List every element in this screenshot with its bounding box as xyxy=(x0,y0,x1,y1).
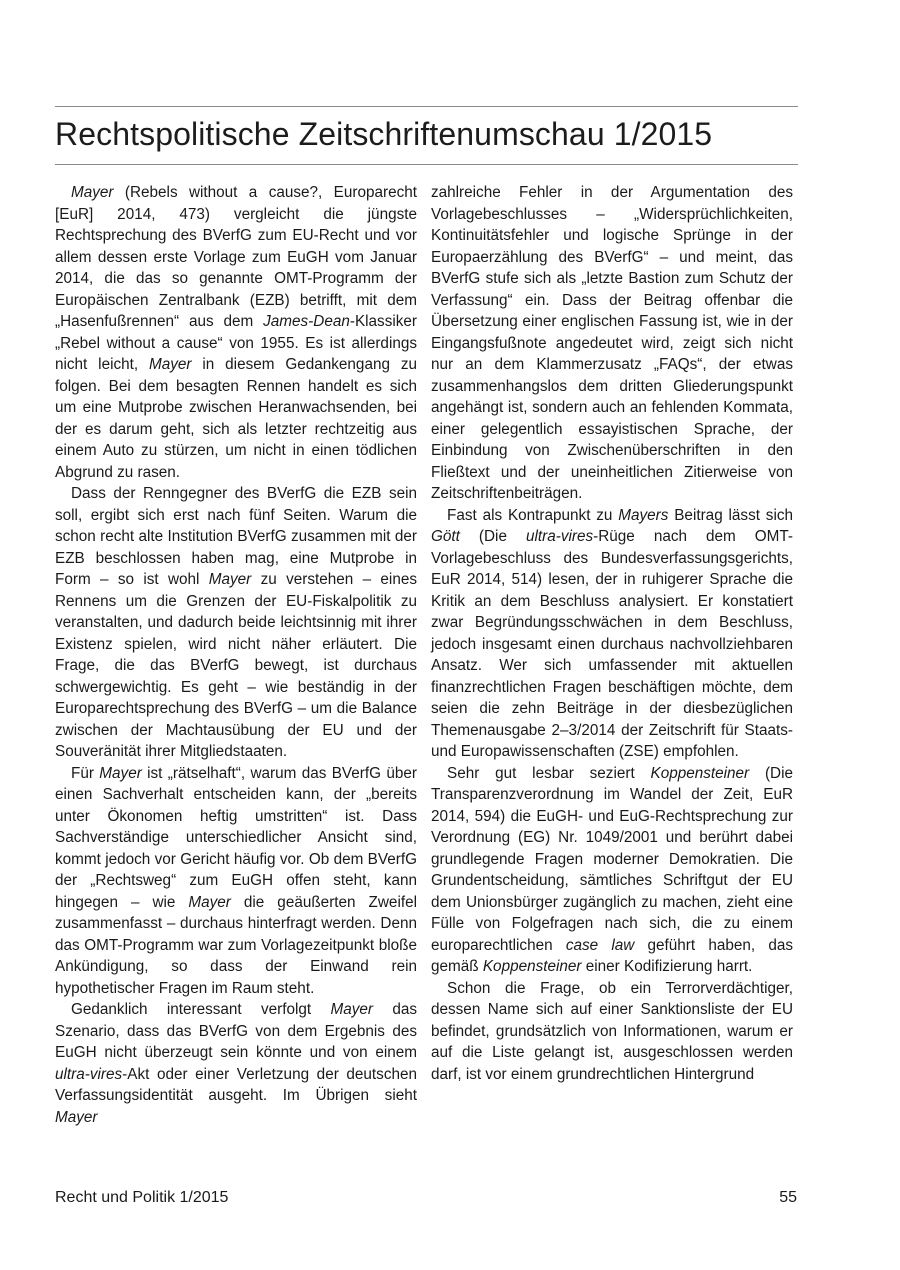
italic-text-segment: ultra-vires xyxy=(55,1065,123,1083)
italic-text-segment: ultra-vires xyxy=(525,528,594,545)
italic-text-segment: Gött xyxy=(431,528,460,545)
italic-text-segment: Mayer xyxy=(208,571,252,588)
text-segment: (Die xyxy=(459,528,526,545)
text-segment: Fast als Kontrapunkt zu xyxy=(447,506,619,524)
text-segment: Dass der Renngegner des BVerfG die EZB sein soll, ergibt sich erst nach fünf Seiten. Warum die schon recht alte Institution BVerfG zusammen mit der EZB beschlossen haben mag, eine Mutprobe in Form – so ist wohl xyxy=(55,485,417,588)
paragraph xyxy=(55,483,417,763)
italic-text-segment: Mayer xyxy=(99,764,142,782)
title-underline-rule xyxy=(55,164,798,165)
italic-text-segment: Mayer xyxy=(188,893,231,911)
journal-footer: Recht und Politik 1/2015 xyxy=(55,1189,229,1206)
italic-text-segment: Mayer xyxy=(330,1001,373,1018)
paragraph xyxy=(55,763,417,1000)
italic-text-segment: Mayers xyxy=(618,506,669,524)
italic-text-segment: Mayer xyxy=(71,184,114,201)
left-column xyxy=(55,182,417,1128)
paragraph xyxy=(55,182,417,483)
text-segment: zu verstehen – eines Rennens um die Grenzen der EU-Fiskalpolitik zu veranstalten, und dadurch beide leichtsinnig mit ihrer Existenz spielen, wird nicht näher erläutert. Die Frage, die das BVerfG bewegt, ist durchaus schwergewichtig. Es geht – wie beständig in der Europarechtsprechung des BVerfG – um die Balance zwischen der Machtausübung der EU und der Souveränität ihrer Mitgliedstaaten. xyxy=(55,571,417,760)
text-segment: geführt haben, das gemäß xyxy=(431,936,794,975)
paragraph-continued xyxy=(431,182,793,505)
text-segment: die geäußerten Zweifel zusammenfasst – durchaus hinterfragt werden. Denn das OMT-Programm war zum Vorlagezeitpunkt bloße Ankündigung, so dass der Einwand rein hypothetischer Fragen im Raum steht. xyxy=(55,893,417,997)
paragraph xyxy=(431,978,793,1086)
italic-text-segment: Koppensteiner xyxy=(482,958,582,975)
text-segment: (Die Transparenzverordnung im Wandel der Zeit, EuR 2014, 594) die EuGH- und EuG-Rechtsprechung zur Verordnung (EG) Nr. 1049/2001 und berührt dabei grundlegende Fragen moderner Demokratien. Die Grundentscheidung, sämtliches Schriftgut der EU dem Unionsbürger zugänglich zu machen, zieht eine Fülle von Folgefragen nach sich, die zu einem europarechtlichen xyxy=(431,764,794,954)
top-rule xyxy=(55,106,798,107)
text-segment: in diesem Gedankengang zu folgen. Bei dem besagten Rennen handelt es sich um eine Mutprobe zwischen Heranwachsenden, bei der es darum geht, sich als letzter rechtzeitig aus einem Auto zu stürzen, um nicht in einen tödlichen Abgrund zu rasen. xyxy=(55,356,417,481)
right-column xyxy=(431,182,793,1085)
text-segment: ist „rätselhaft“, warum das BVerfG über einen Sachverhalt entscheiden kann, der „bereits unter Ökonomen heftig umstritten“ ist. Dass Sachverständige unterschiedlicher Ansicht sind, kommt jedoch vor Gericht häufig vor. Ob dem BVerfG der „Rechtsweg“ zum EuGH offen steht, kann hingegen – wie xyxy=(55,764,417,911)
text-segment: zahlreiche Fehler in der Argumentation des Vorlagebeschlusses – „Widersprüchlichkeiten, Kontinuitätsfehler und logische Sprünge in der Europaerzählung des BVerfG“ – und meint, das BVerfG stufe sich als „letzte Bastion zum Schutz der Verfassung“ ein. Dass der Beitrag offenbar die Übersetzung einer englischen Fassung ist, wie in der Eingangsfußnote angedeutet wird, zeigt sich nicht nur an dem Klammerzusatz „FAQs“, der etwas zusammenhangslos dem dritten Gliederungspunkt angehängt ist, sondern auch an fehlenden Kommata, einer gelegentlich essayistischen Sprache, der Einbindung von Zwischenüberschriften in den Fließtext und der uneinheitlichen Zitierweise von Zeitschriftenbeiträgen. xyxy=(431,184,793,502)
paragraph xyxy=(431,763,793,978)
italic-text-segment: Koppensteiner xyxy=(650,764,750,782)
italic-text-segment: Mayer xyxy=(55,1108,98,1126)
text-segment: einer Kodifizierung harrt. xyxy=(581,958,753,975)
page-number: 55 xyxy=(779,1189,797,1206)
text-segment: -Klassiker „Rebel without a cause“ von 1955. Es ist allerdings nicht leicht, xyxy=(55,313,417,373)
italic-text-segment: case law xyxy=(565,936,635,954)
text-segment: -Akt oder einer Verletzung der deutschen Verfassungsidentität ausgeht. Im Übrigen sieht xyxy=(55,1065,417,1104)
text-segment: (Rebels without a cause?, Europarecht [EuR] 2014, 473) vergleicht die jüngste Rechtsprechung des BVerfG zum EU-Recht und vor allem dessen erste Vorlage zum EuGH vom Januar 2014, die das so genannte OMT-Programm der Europäischen Zentralbank (EZB) betrifft, mit dem „Hasenfußrennen“ aus dem xyxy=(55,184,417,330)
text-segment: Schon die Frage, ob ein Terrorverdächtiger, dessen Name sich auf einer Sanktionsliste der EU befindet, grundsätzlich von Informationen, warum er auf die Liste gelangt ist, ausgeschlossen werden darf, ist vor einem grundrechtlichen Hintergrund xyxy=(431,979,793,1083)
text-segment: das Szenario, dass das BVerfG von dem Ergebnis des EuGH nicht überzeugt sein könnte und von einem xyxy=(55,1001,417,1061)
page-title: Rechtspolitische Zeitschriftenumschau 1/2015 xyxy=(55,116,713,152)
text-segment: Für xyxy=(71,764,100,782)
paragraph xyxy=(431,505,793,763)
text-segment: Sehr gut lesbar seziert xyxy=(447,764,651,782)
text-segment: Gedanklich interessant verfolgt xyxy=(71,1001,331,1018)
text-segment: Beitrag lässt sich xyxy=(668,506,794,524)
paragraph xyxy=(55,999,417,1128)
italic-text-segment: Mayer xyxy=(149,356,192,373)
italic-text-segment: James-Dean xyxy=(263,313,350,330)
text-segment: -Rüge nach dem OMT-Vorlagebeschluss des Bundesverfassungsgerichts, EuR 2014, 514) lesen, der in ruhigerer Sprache die Kritik an dem Beschluss analysiert. Er konstatiert zwar Begründungsschwächen in dem Beschluss, jedoch insgesamt einen durchaus nachvollziehbaren Ansatz. Wer sich umfassender mit aktuellen finanzrechtlichen Fragen beschäftigen möchte, dem seien die zehn Beiträge in der diesbezüglichen Themenausgabe 2–3/2014 der Zeitschrift für Staats- und Europawissenschaften (ZSE) empfohlen. xyxy=(431,528,794,760)
